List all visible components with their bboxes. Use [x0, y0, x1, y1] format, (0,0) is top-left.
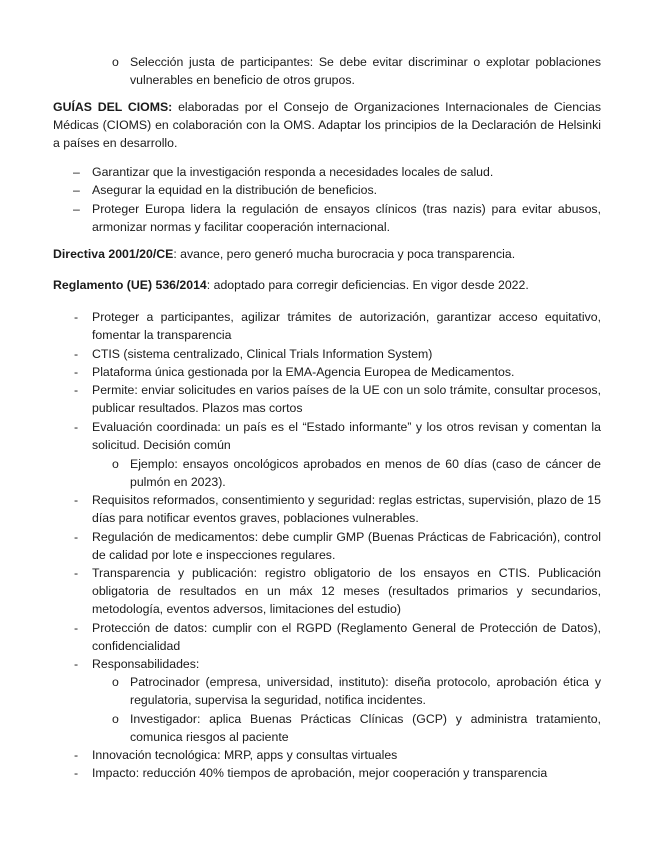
bullet-dash: –: [73, 183, 80, 197]
bullet-hyphen: -: [74, 530, 79, 544]
bullet-circle: o: [112, 55, 119, 69]
directiva-title: Directiva 2001/20/CE: [53, 247, 174, 261]
list-item: Impacto: reducción 40% tiempos de aprobación, mejor cooperación y transparencia: [92, 766, 548, 780]
bullet-hyphen: -: [74, 493, 79, 507]
reglamento-text: : adoptado para corregir deficiencias. En vigor desde 2022.: [206, 278, 529, 292]
bullet-hyphen: -: [74, 657, 79, 671]
bullet-circle: o: [112, 712, 119, 726]
list-item: CTIS (sistema centralizado, Clinical Trials Information System): [92, 347, 433, 361]
cioms-item-2: Asegurar la equidad en la distribución de beneficios.: [92, 183, 378, 197]
list-item: Regulación de medicamentos: debe cumplir GMP (Buenas Prácticas de Fabricación), control de calidad por lote e inspecciones regulares.: [92, 530, 601, 562]
bullet-dash: –: [73, 202, 80, 216]
cioms-item-1: Garantizar que la investigación responda a necesidades locales de salud.: [92, 165, 494, 179]
reglamento-paragraph: [53, 276, 601, 294]
list-sub-item: Patrocinador (empresa, universidad, instituto): diseña protocolo, aprobación ética y regulatoria, supervisa la seguridad, notifica incidentes.: [130, 675, 601, 707]
directiva-paragraph: [53, 245, 601, 263]
list-item: Responsabilidades:: [92, 657, 200, 671]
list-item: Transparencia y publicación: registro obligatorio de los ensayos en CTIS. Publicación obligatoria de resultados en un máx 12 meses (resultados primarios y secundarios, metodología, eventos adversos, limitaciones del estudio): [92, 566, 601, 616]
directiva-text: : avance, pero generó mucha burocracia y poca transparencia.: [173, 247, 516, 261]
list-item: Plataforma única gestionada por la EMA-Agencia Europea de Medicamentos.: [92, 365, 515, 379]
bullet-hyphen: -: [74, 383, 79, 397]
reglamento-title: Reglamento (UE) 536/2014: [53, 278, 207, 292]
top-sub-item: Selección justa de participantes: Se debe evitar discriminar o explotar poblaciones vulnerables en beneficio de otros grupos.: [130, 55, 601, 87]
list-sub-item: Investigador: aplica Buenas Prácticas Clínicas (GCP) y administra tratamiento, comunica riesgos al paciente: [130, 712, 601, 744]
cioms-title: GUÍAS DEL CIOMS:: [53, 100, 173, 114]
bullet-hyphen: -: [74, 310, 79, 324]
cioms-text: elaboradas por el Consejo de Organizaciones Internacionales de Ciencias Médicas (CIOMS) en colaboración con la OMS. Adaptar los principios de la Declaración de Helsinki a países en desarrollo.: [53, 100, 601, 150]
list-item: Protección de datos: cumplir con el RGPD (Reglamento General de Protección de Datos), confidencialidad: [92, 621, 601, 653]
list-item: Proteger a participantes, agilizar trámites de autorización, garantizar acceso equitativo, fomentar la transparencia: [92, 310, 601, 342]
list-item: Innovación tecnológica: MRP, apps y consultas virtuales: [92, 748, 398, 762]
bullet-hyphen: -: [74, 566, 79, 580]
list-sub-item: Ejemplo: ensayos oncológicos aprobados en menos de 60 días (caso de cáncer de pulmón en 2023).: [130, 457, 601, 489]
cioms-item-3: Proteger Europa lidera la regulación de ensayos clínicos (tras nazis) para evitar abusos, armonizar normas y facilitar cooperación internacional.: [92, 202, 601, 234]
bullet-circle: o: [112, 675, 119, 689]
bullet-hyphen: -: [74, 347, 79, 361]
bullet-hyphen: -: [74, 365, 79, 379]
list-item: Permite: enviar solicitudes en varios países de la UE con un solo trámite, consultar procesos, publicar resultados. Plazos mas cortos: [92, 383, 601, 415]
list-item: Requisitos reformados, consentimiento y seguridad: reglas estrictas, supervisión, plazo de 15 días para notificar eventos graves, poblaciones vulnerables.: [92, 493, 601, 525]
bullet-hyphen: -: [74, 748, 79, 762]
list-item: Evaluación coordinada: un país es el “Estado informante” y los otros revisan y comentan la solicitud. Decisión común: [92, 420, 601, 452]
bullet-hyphen: -: [74, 420, 79, 434]
bullet-circle: o: [112, 457, 119, 471]
bullet-hyphen: -: [74, 766, 79, 780]
cioms-paragraph: [53, 98, 601, 152]
bullet-hyphen: -: [74, 621, 79, 635]
bullet-dash: –: [73, 165, 80, 179]
